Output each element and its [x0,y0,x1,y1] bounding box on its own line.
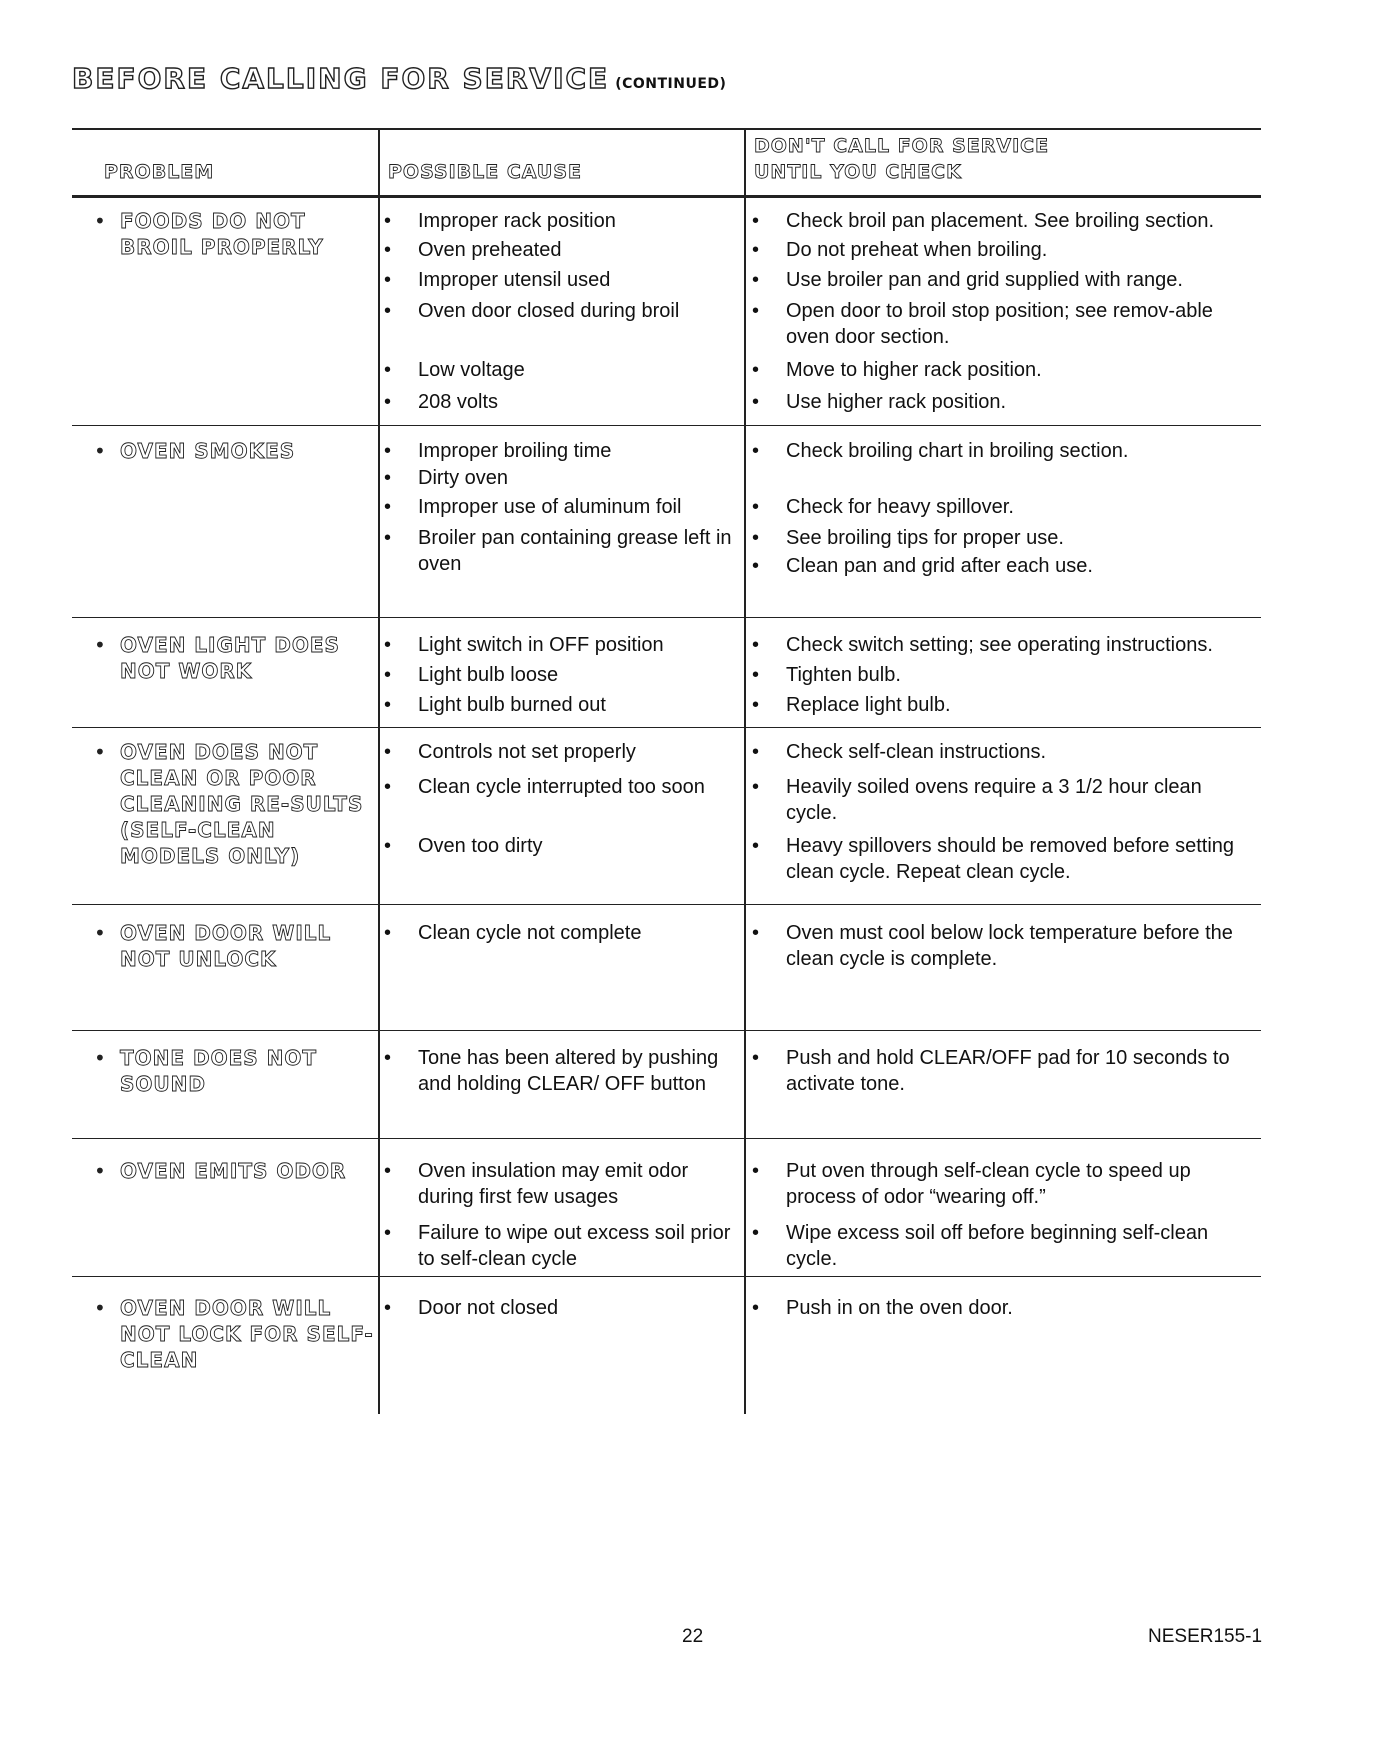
cause-item: • Door not closed [384,1297,559,1319]
problem-label: • TONE DOES NOT SOUND [94,1046,318,1096]
check-item: • Wipe excess soil off before beginning self-clean cycle. [752,1222,1209,1270]
check-item: • Replace light bulb. [752,694,951,716]
check-item: • Clean pan and grid after each use. [752,555,1093,577]
cause-item: • Failure to wipe out excess soil prior to self-clean cycle [384,1222,731,1270]
check-item: • Check switch setting; see operating instructions. [752,634,1213,656]
cause-item: • Improper rack position [384,210,616,232]
problem-label: • OVEN LIGHT DOES NOT WORK [94,633,340,683]
cause-item: • Dirty oven [384,467,509,489]
check-item: • Check broiling chart in broiling section. [752,440,1129,462]
cause-item: • Oven too dirty [384,835,543,857]
cause-item: • Light switch in OFF position [384,634,664,656]
check-item: • Push and hold CLEAR/OFF pad for 10 seconds to activate tone. [752,1047,1230,1095]
column-divider [378,128,380,1414]
column-header-cause: POSSIBLE CAUSE [388,161,582,183]
check-item: • Tighten bulb. [752,664,901,686]
check-item: • Check self-clean instructions. [752,741,1047,763]
row-divider [72,425,1261,426]
document-code: NESER155-1 [1148,1626,1263,1647]
check-item: • Move to higher rack position. [752,359,1042,381]
check-item: • See broiling tips for proper use. [752,527,1064,549]
cause-item: • Oven preheated [384,239,562,261]
problem-label: • OVEN DOOR WILL NOT UNLOCK [94,921,332,971]
column-header-problem: PROBLEM [104,161,215,183]
row-divider [72,904,1261,905]
check-item: • Do not preheat when broiling. [752,239,1048,261]
cause-item: • Clean cycle not complete [384,922,642,944]
column-header-check-line1: DON'T CALL FOR SERVICE [754,135,1050,157]
cause-item: • Low voltage [384,359,525,381]
column-divider [744,128,746,1414]
check-item: • Use higher rack position. [752,391,1007,413]
row-divider [72,1138,1261,1139]
problem-label: • OVEN DOOR WILL NOT LOCK FOR SELF-CLEAN [94,1296,374,1372]
check-item: • Use broiler pan and grid supplied with range. [752,269,1183,291]
row-divider [72,727,1261,728]
check-item: • Heavily soiled ovens require a 3 1/2 hour clean cycle. [752,776,1202,824]
cause-item: • 208 volts [384,391,499,413]
cause-item: • Clean cycle interrupted too soon [384,776,705,798]
cause-item: • Improper broiling time [384,440,612,462]
cause-item: • Controls not set properly [384,741,636,763]
cause-item: • Oven door closed during broil [384,300,680,322]
cause-item: • Broiler pan containing grease left in oven [384,527,732,575]
check-item: • Heavy spillovers should be removed before setting clean cycle. Repeat clean cycle. [752,835,1235,883]
cause-item: • Improper use of aluminum foil [384,496,682,518]
cause-item: • Light bulb loose [384,664,559,686]
cause-item: • Improper utensil used [384,269,611,291]
check-item: • Oven must cool below lock temperature before the clean cycle is complete. [752,922,1233,970]
row-divider [72,1030,1261,1031]
table-top-rule [72,128,1261,130]
check-item: • Check for heavy spillover. [752,496,1014,518]
header-bottom-rule [72,195,1261,198]
problem-label: • FOODS DO NOT BROIL PROPERLY [94,209,324,259]
page-number: 22 [682,1626,704,1647]
problem-label: • OVEN EMITS ODOR [94,1159,347,1183]
problem-label: • OVEN SMOKES [94,439,296,463]
page-title-subtitle: (CONTINUED) [615,76,727,92]
page-title-text: BEFORE CALLING FOR SERVICE [72,62,610,95]
page-title [72,62,726,95]
column-header-check-line2: UNTIL YOU CHECK [754,161,962,183]
cause-item: • Tone has been altered by pushing and holding CLEAR/ OFF button [384,1047,719,1095]
row-divider [72,1276,1261,1277]
problem-label: • OVEN DOES NOT CLEAN OR POOR CLEANING RE-SULTS (SELF-CLEAN MODELS ONLY) [94,740,364,868]
cause-item: • Light bulb burned out [384,694,606,716]
check-item: • Check broil pan placement. See broiling section. [752,210,1215,232]
check-item: • Put oven through self-clean cycle to speed up process of odor “wearing off.” [752,1160,1191,1208]
row-divider [72,617,1261,618]
check-item: • Push in on the oven door. [752,1297,1013,1319]
check-item: • Open door to broil stop position; see remov-able oven door section. [752,300,1213,348]
cause-item: • Oven insulation may emit odor during first few usages [384,1160,689,1208]
